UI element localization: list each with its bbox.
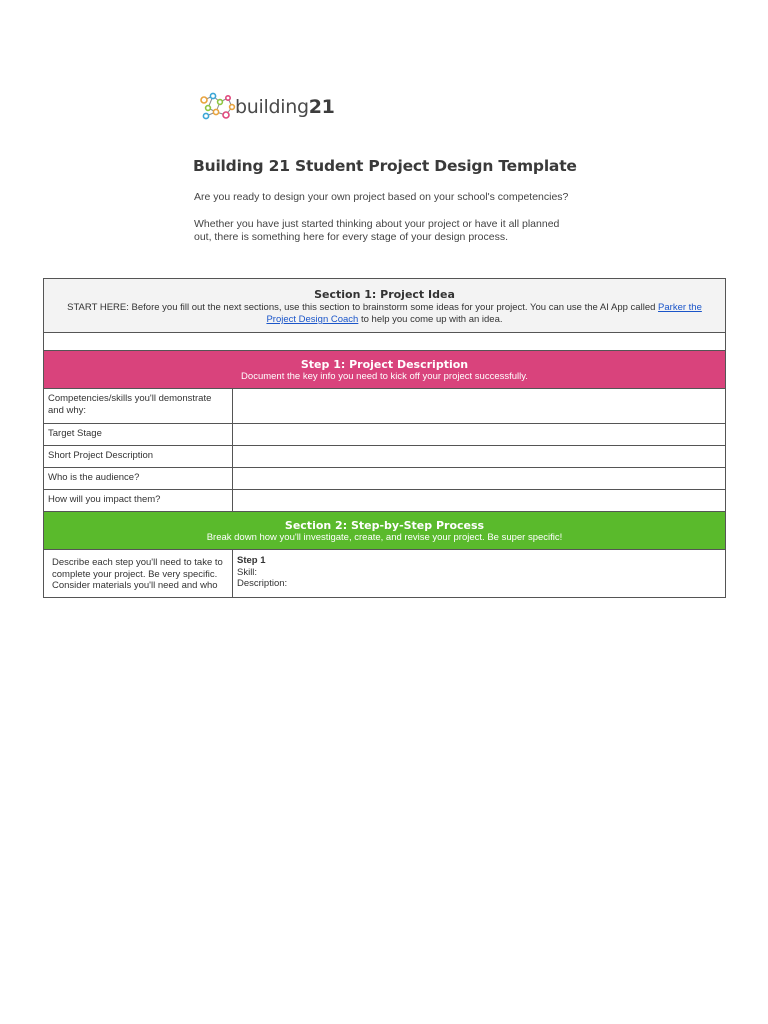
- row-value-cell[interactable]: [233, 490, 726, 512]
- section2-header: [44, 512, 726, 550]
- section1-title: Section 1: Project Idea: [314, 288, 455, 301]
- row-label: How will you impact them?: [44, 490, 233, 512]
- step1-entry-cell[interactable]: [233, 550, 726, 598]
- row-value-cell[interactable]: [233, 424, 726, 446]
- row-label: Competencies/skills you'll demonstrate and why:: [44, 389, 233, 424]
- step1-title: Step 1: Project Description: [300, 358, 469, 371]
- document-title: Building 21 Student Project Design Template: [193, 157, 577, 175]
- description-label: Description:: [237, 578, 288, 589]
- section1-header-row: [44, 279, 726, 333]
- row-value-cell[interactable]: [233, 389, 726, 424]
- section2-subtitle: Break down how you'll investigate, create, and revise your project. Be super specific!: [206, 532, 563, 543]
- table-row: [44, 550, 726, 598]
- step-heading: Step 1: [237, 555, 266, 566]
- logo-wordmark: building21: [235, 96, 335, 118]
- section1-header: [44, 279, 726, 333]
- table-row: [44, 424, 726, 446]
- project-design-table: [43, 278, 726, 598]
- molecule-network-icon: [198, 88, 238, 124]
- intro-paragraph-2: Whether you have just started thinking about your project or have it all planned out, there is something here for every stage of your design process.: [194, 218, 560, 243]
- row-label: Short Project Description: [44, 446, 233, 468]
- section1-answer-row: [44, 333, 726, 351]
- section1-answer-cell[interactable]: [44, 333, 726, 351]
- row-label: Who is the audience?: [44, 468, 233, 490]
- section2-header-row: [44, 512, 726, 550]
- row-value-cell[interactable]: [233, 468, 726, 490]
- step1-subtitle: Document the key info you need to kick off your project successfully.: [241, 371, 528, 382]
- intro-paragraph-1: Are you ready to design your own project based on your school's competencies?: [194, 191, 569, 203]
- table-row: [44, 446, 726, 468]
- step1-header-row: [44, 351, 726, 389]
- step1-header: [44, 351, 726, 389]
- section2-title: Section 2: Step-by-Step Process: [284, 519, 485, 532]
- table-row: [44, 468, 726, 490]
- row-label: Target Stage: [44, 424, 233, 446]
- parker-coach-link[interactable]: Parker the Project Design Coach: [266, 302, 702, 325]
- table-row: [44, 490, 726, 512]
- skill-label: Skill:: [237, 566, 258, 578]
- row-label: Describe each step you'll need to take to complete your project. Be very specific. Consider materials you'll need and who: [44, 550, 233, 598]
- row-value-cell[interactable]: [233, 446, 726, 468]
- table-row: [44, 389, 726, 424]
- building21-logo: [198, 88, 335, 124]
- section1-instructions: START HERE: Before you fill out the next sections, use this section to brainstorm some ideas for your project. You can use the AI App called Parker the Project Design Coach to help you come up with an idea.: [67, 302, 702, 325]
